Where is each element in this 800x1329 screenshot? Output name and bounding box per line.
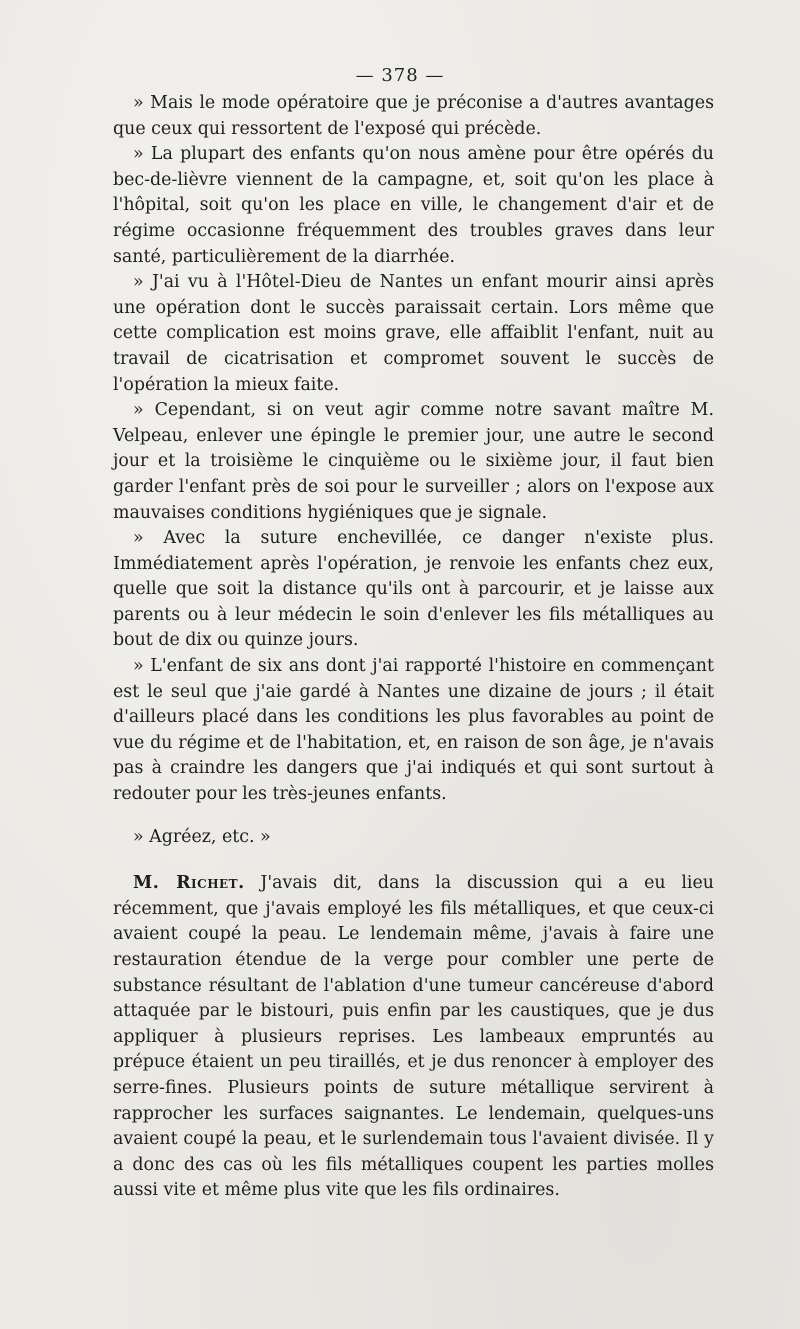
paragraph-richet xyxy=(113,871,714,1204)
paragraph-six-year-old: » L'enfant de six ans dont j'ai rapporté l'histoire en commençant est le seul que j'aie gardé à Nantes une dizaine de jours ; il était d'ailleurs placé dans les conditions les plus favorables au point de vue du régime et de l'habitation, et, en raison de son âge, je n'avais pas à craindre les dangers que j'ai indiqués et qui sont surtout à redouter pour les très-jeunes enfants. xyxy=(113,656,714,805)
paragraph-velpeau-method: » Cependant, si on veut agir comme notre savant maître M. Velpeau, enlever une épingle le premier jour, une autre le second jour et la troisième le cinquième ou le sixième jour, il faut bien garder l'enfant près de soi pour le surveiller ; alors on l'expose aux mauvaises conditions hygiéniques que je signale. xyxy=(113,400,714,523)
paragraph-change-of-air: » La plupart des enfants qu'on nous amène pour être opérés du bec-de-lièvre viennent de la campagne, et, soit qu'on les place à l'hôpital, soit qu'on les place en ville, le changement d'air et de régime occasionne fréquemment des troubles graves dans leur santé, particulièrement de la diarrhée. xyxy=(113,144,714,267)
signoff: » Agréez, etc. » xyxy=(133,826,271,847)
speaker-name: M. Richet. xyxy=(133,873,245,894)
paragraph-other-advantages: » Mais le mode opératoire que je préconise a d'autres avantages que ceux qui ressortent de l'exposé qui précède. xyxy=(113,93,714,139)
paragraph-hotel-dieu-case: » J'ai vu à l'Hôtel-Dieu de Nantes un enfant mourir ainsi après une opération dont le succès paraissait certain. Lors même que cette complication est moins grave, elle affaiblit l'enfant, nuit au travail de cicatrisation et compromet souvent le succès de l'opération la mieux faite. xyxy=(113,272,714,395)
paragraph-enchevillee-suture: » Avec la suture enchevillée, ce danger n'existe plus. Immédiatement après l'opération, je renvoie les enfants chez eux, quelle que soit la distance qu'ils ont à parcourir, et je laisse aux parents ou à leur médecin le soin d'enlever les fils métalliques au bout de dix ou quinze jours. xyxy=(113,528,714,651)
page-number: — 378 — xyxy=(355,65,445,86)
richet-text: J'avais dit, dans la discussion qui a eu lieu récemment, que j'avais employé les fils métalliques, et que ceux-ci avaient coupé la peau. Le lendemain même, j'avais à faire une restauration étendue de la verge pour combler une perte de substance résultant de l'ablation d'une tumeur cancéreuse d'abord attaquée par le bistouri, puis enfin par les caustiques, que je dus appliquer à plusieurs reprises. Les lambeaux empruntés au prépuce étaient un peu tiraillés, et je dus renoncer à employer des serre-fines. Plusieurs points de suture métallique servirent à rapprocher les surfaces saignantes. Le lendemain, quelques-uns avaient coupé la peau, et le surlendemain tous l'avaient divisée. Il y a donc des cas où les fils métalliques coupent les parties molles aussi vite et même plus vite que les fils ordinaires. xyxy=(113,873,714,1201)
body-text xyxy=(113,91,714,1204)
